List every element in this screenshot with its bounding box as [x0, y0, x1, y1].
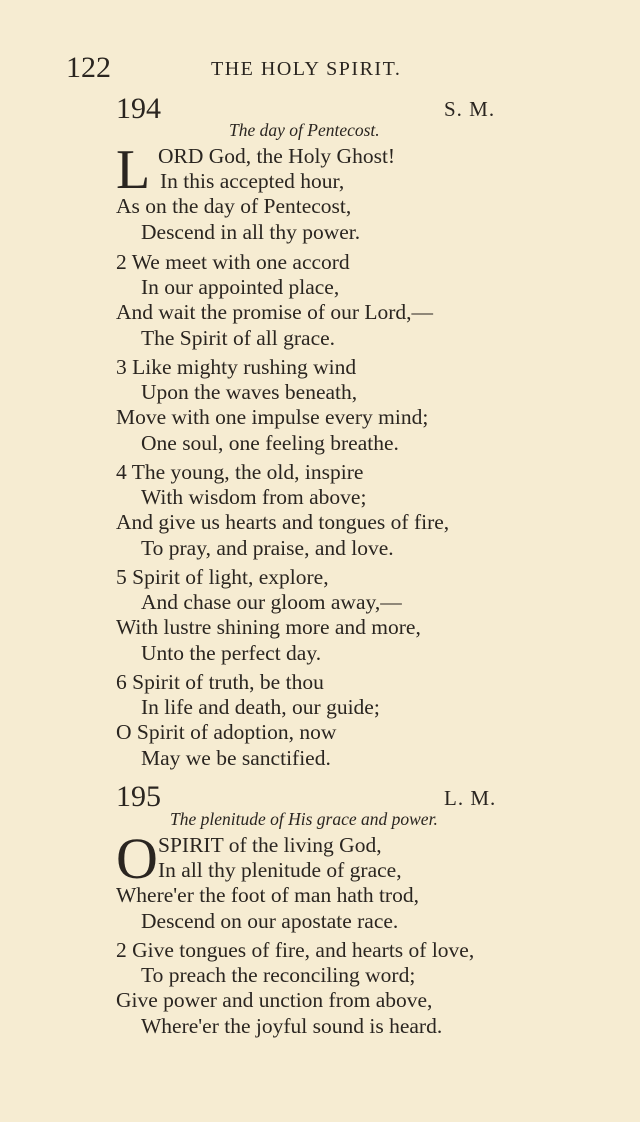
hymn-194-stanza-2 — [116, 250, 556, 351]
stanza-line: With lustre shining more and more, — [116, 615, 421, 640]
hymn-194-number: 194 — [116, 92, 161, 125]
stanza-line: With wisdom from above; — [141, 485, 367, 510]
hymn-195-meter: L. M. — [444, 786, 497, 810]
drop-cap: L — [116, 139, 151, 201]
page-number: 122 — [66, 51, 111, 84]
stanza-line: 4 The young, the old, inspire — [116, 460, 364, 484]
stanza-line: Move with one impulse every mind; — [116, 405, 429, 430]
stanza-line: May we be sanctified. — [141, 745, 331, 770]
stanza-line: 5 Spirit of light, explore, — [116, 565, 329, 589]
stanza-line: To pray, and praise, and love. — [141, 535, 394, 560]
stanza-line-text: SPIRIT of the living God, — [158, 833, 382, 857]
stanza-line: The Spirit of all grace. — [141, 325, 336, 350]
hymn-194-stanza-4 — [116, 460, 556, 561]
stanza-line: 3 Like mighty rushing wind — [116, 355, 357, 379]
hymn-194-stanza-6 — [116, 670, 556, 771]
stanza-line: And chase our gloom away,— — [141, 590, 402, 615]
hymn-194-subtitle: The day of Pentecost. — [229, 120, 380, 140]
stanza-line: Where'er the foot of man hath trod, — [116, 883, 419, 908]
stanza-line: 6 Spirit of truth, be thou — [116, 670, 324, 694]
hymn-194-meter: S. M. — [444, 97, 496, 121]
hymn-194-stanza-1 — [116, 139, 556, 245]
stanza-line: Upon the waves beneath, — [141, 380, 358, 405]
hymn-195-number: 195 — [116, 780, 161, 813]
stanza-line: Give power and unction from above, — [116, 988, 433, 1013]
hymn-195-subtitle: The plenitude of His grace and power. — [170, 809, 438, 829]
stanza-line: Descend on our apostate race. — [141, 908, 399, 933]
stanza-line: One soul, one feeling breathe. — [141, 430, 399, 455]
hymn-194-stanza-3 — [116, 355, 556, 456]
stanza-line: 2 We meet with one accord — [116, 250, 350, 274]
stanza-line: Where'er the joyful sound is heard. — [141, 1013, 443, 1038]
hymn-195-stanza-1 — [116, 826, 556, 934]
stanza-line: And give us hearts and tongues of fire, — [116, 510, 450, 535]
stanza-line: And wait the promise of our Lord,— — [116, 300, 434, 325]
stanza-line: In our appointed place, — [141, 275, 340, 300]
stanza-line: In this accepted hour, — [160, 169, 345, 194]
stanza-line: As on the day of Pentecost, — [116, 194, 352, 219]
stanza-line: Descend in all thy power. — [141, 219, 361, 244]
running-head: THE HOLY SPIRIT. — [211, 58, 402, 80]
stanza-line-text: ORD God, the Holy Ghost! — [158, 144, 396, 168]
stanza-line: Unto the perfect day. — [141, 640, 322, 665]
stanza-line: O Spirit of adoption, now — [116, 720, 337, 745]
stanza-line: In life and death, our guide; — [141, 695, 380, 720]
stanza-line: In all thy plenitude of grace, — [158, 858, 402, 883]
drop-cap: O — [116, 826, 158, 891]
hymn-194-stanza-5 — [116, 565, 556, 666]
hymn-195-stanza-2 — [116, 938, 556, 1039]
stanza-line: 2 Give tongues of fire, and hearts of love, — [116, 938, 475, 962]
stanza-line: To preach the reconciling word; — [141, 963, 416, 988]
